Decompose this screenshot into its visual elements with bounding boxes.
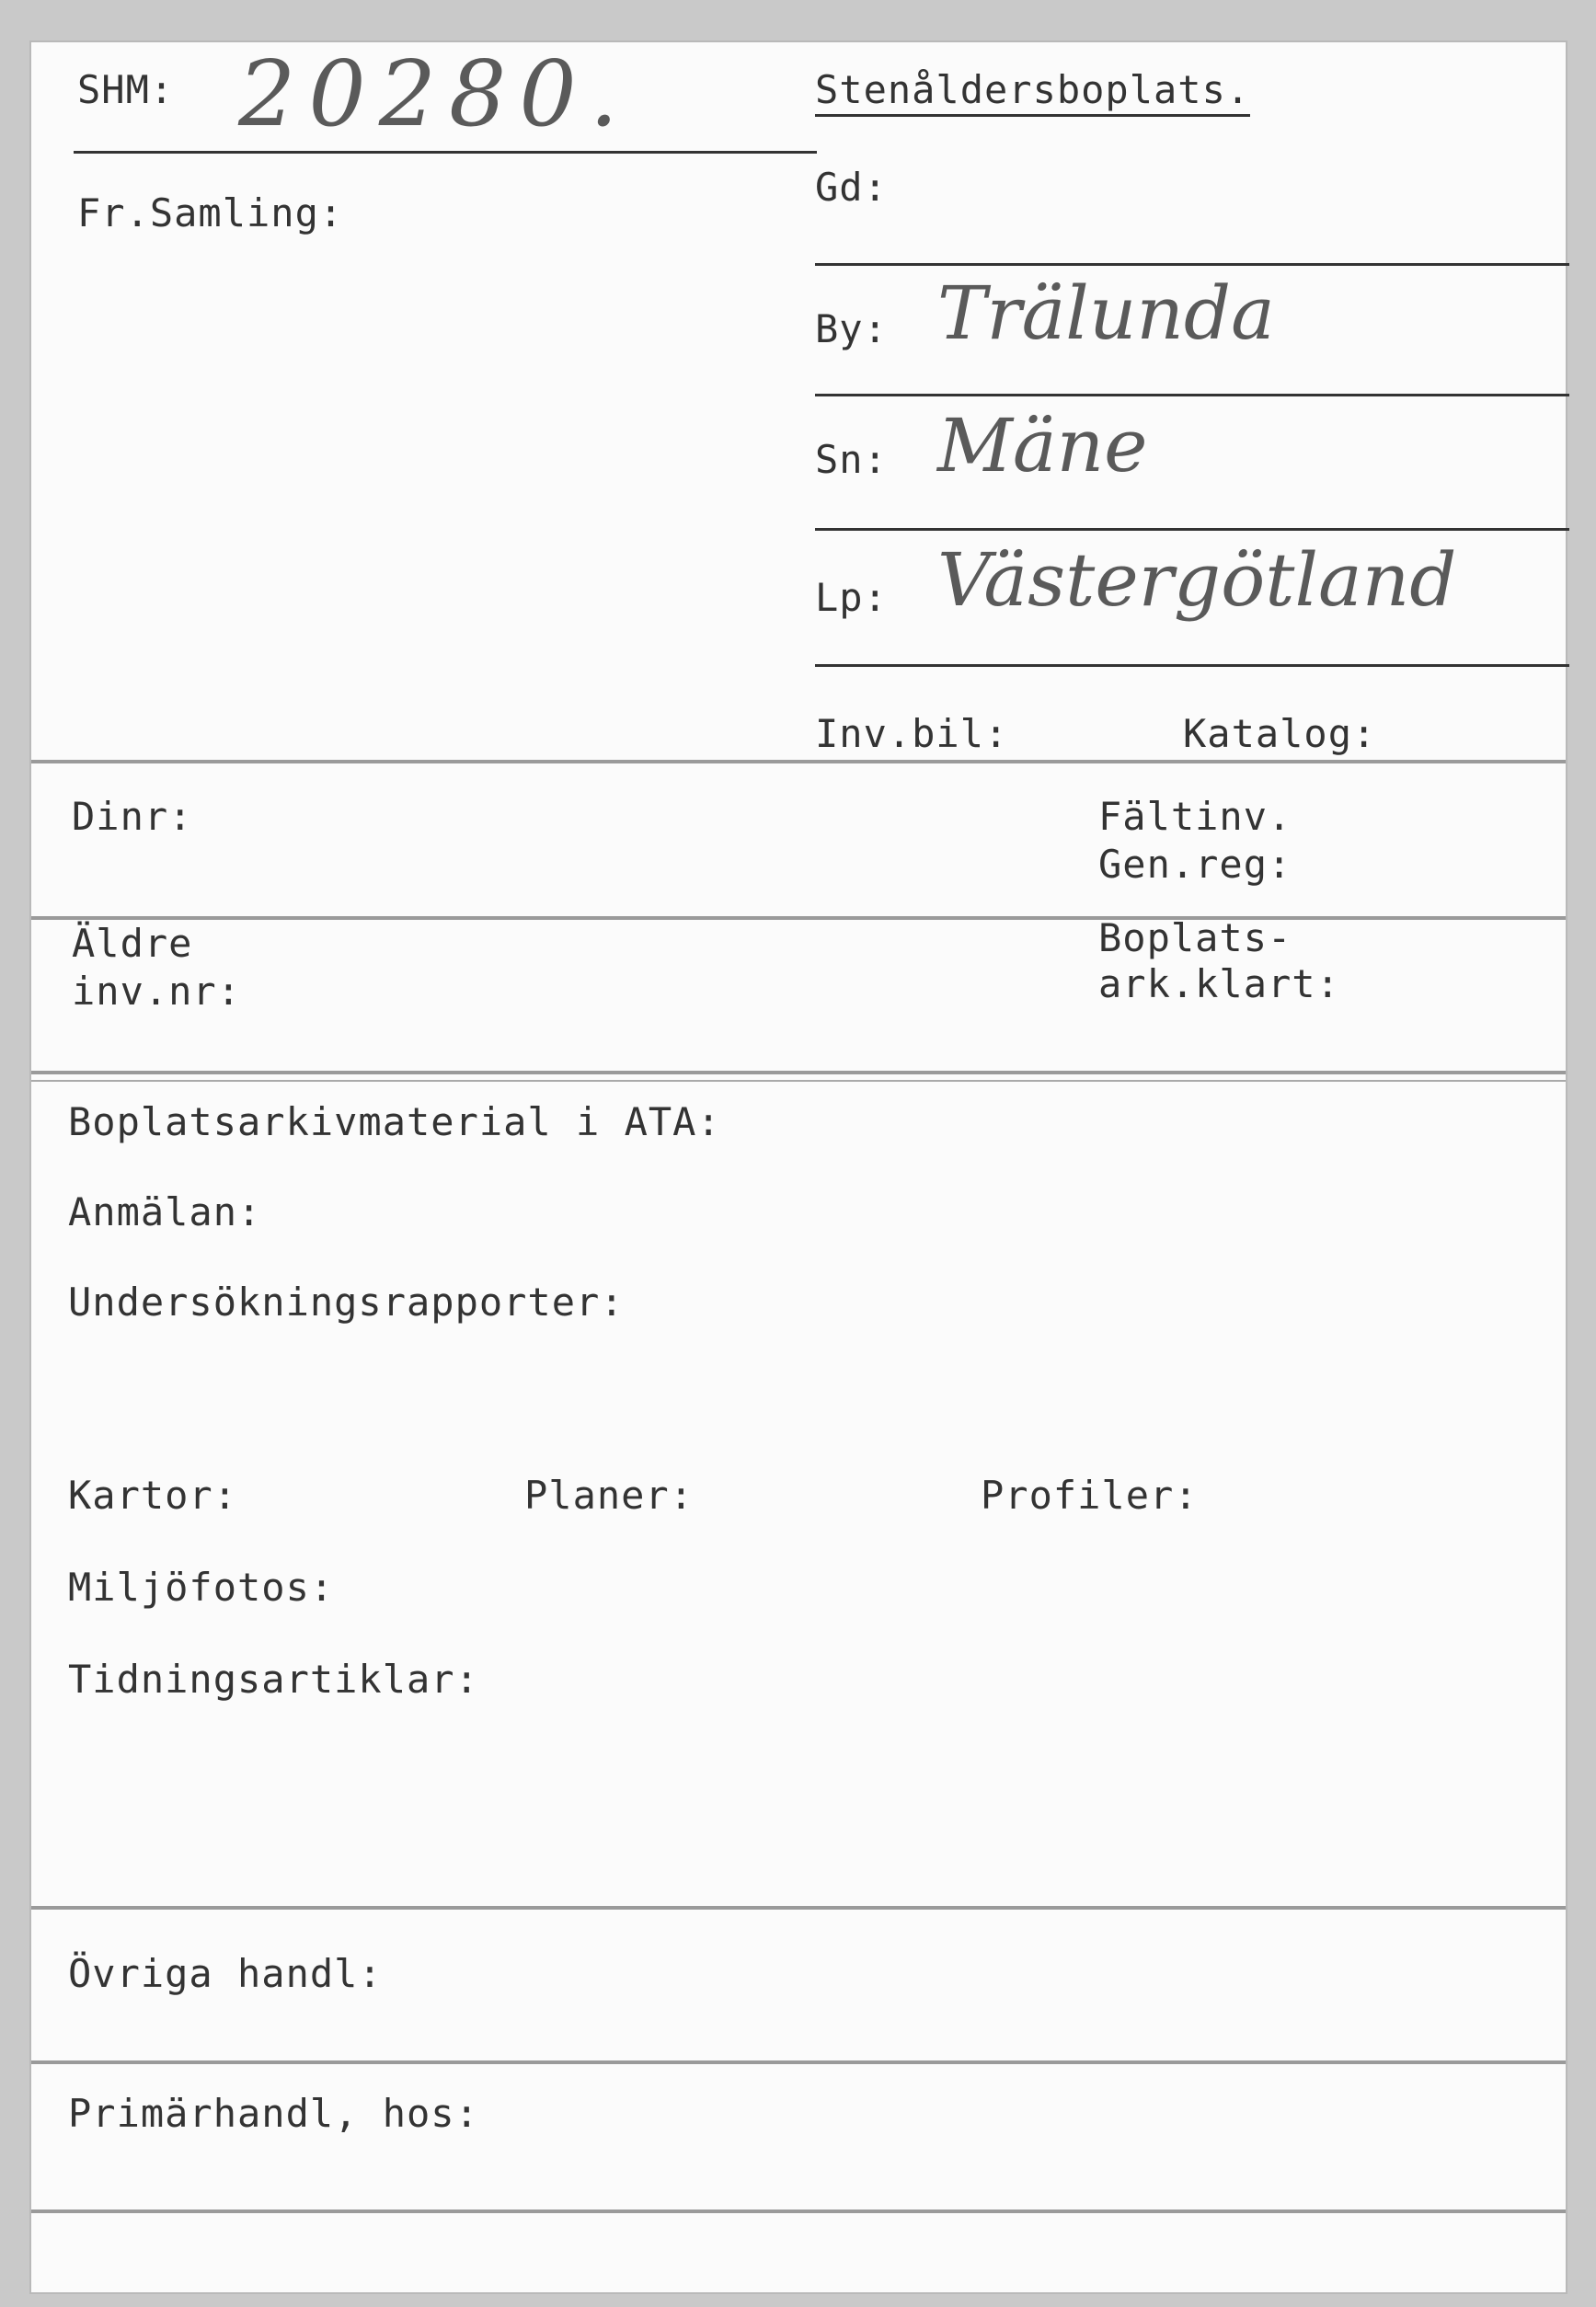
shm-underline [74, 151, 817, 154]
sn-line [815, 528, 1569, 531]
invnr-label: inv.nr: [72, 969, 242, 1014]
katalog-label: Katalog: [1183, 711, 1377, 756]
genreg-label: Gen.reg: [1098, 842, 1292, 887]
primar-label: Primärhandl, hos: [68, 2091, 479, 2136]
shm-number: 20280. [238, 42, 631, 147]
lp-label: Lp: [815, 575, 888, 620]
by-line [815, 394, 1569, 396]
separator-6 [31, 2209, 1566, 2213]
arkklart-label: ark.klart: [1098, 961, 1340, 1006]
by-label: By: [815, 306, 888, 351]
boplats-label: Boplats- [1098, 915, 1292, 960]
separator-3b [31, 1080, 1566, 1082]
tidning-label: Tidningsartiklar: [68, 1657, 479, 1702]
lp-value: Västergötland [937, 537, 1457, 623]
separator-1 [31, 760, 1566, 763]
planer-label: Planer: [524, 1473, 695, 1518]
profiler-label: Profiler: [981, 1473, 1199, 1518]
separator-5 [31, 2060, 1566, 2064]
separator-2 [31, 916, 1566, 920]
undersokning-label: Undersökningsrapporter: [68, 1280, 625, 1325]
kartor-label: Kartor: [68, 1473, 238, 1518]
category-title: Stenåldersboplats. [815, 67, 1250, 117]
boplatsarkiv-label: Boplatsarkivmaterial i ATA: [68, 1099, 721, 1144]
sn-value: Mäne [937, 403, 1148, 488]
anmalan-label: Anmälan: [68, 1189, 262, 1234]
sn-label: Sn: [815, 437, 888, 482]
miljofotos-label: Miljöfotos: [68, 1565, 335, 1610]
gd-line [815, 263, 1569, 266]
gd-label: Gd: [815, 165, 888, 210]
shm-label: SHM: [77, 67, 175, 112]
lp-line [815, 664, 1569, 667]
separator-3a [31, 1071, 1566, 1074]
aldre-label: Äldre [72, 921, 193, 966]
dinr-label: Dinr: [72, 794, 193, 839]
by-value: Trälunda [937, 270, 1275, 356]
ovriga-label: Övriga handl: [68, 1951, 383, 1996]
separator-4 [31, 1906, 1566, 1910]
catalog-card [29, 40, 1567, 2294]
fr-samling-label: Fr.Samling: [77, 190, 344, 235]
inv-bil-label: Inv.bil: [815, 711, 1009, 756]
faltinv-label: Fältinv. [1098, 794, 1292, 839]
